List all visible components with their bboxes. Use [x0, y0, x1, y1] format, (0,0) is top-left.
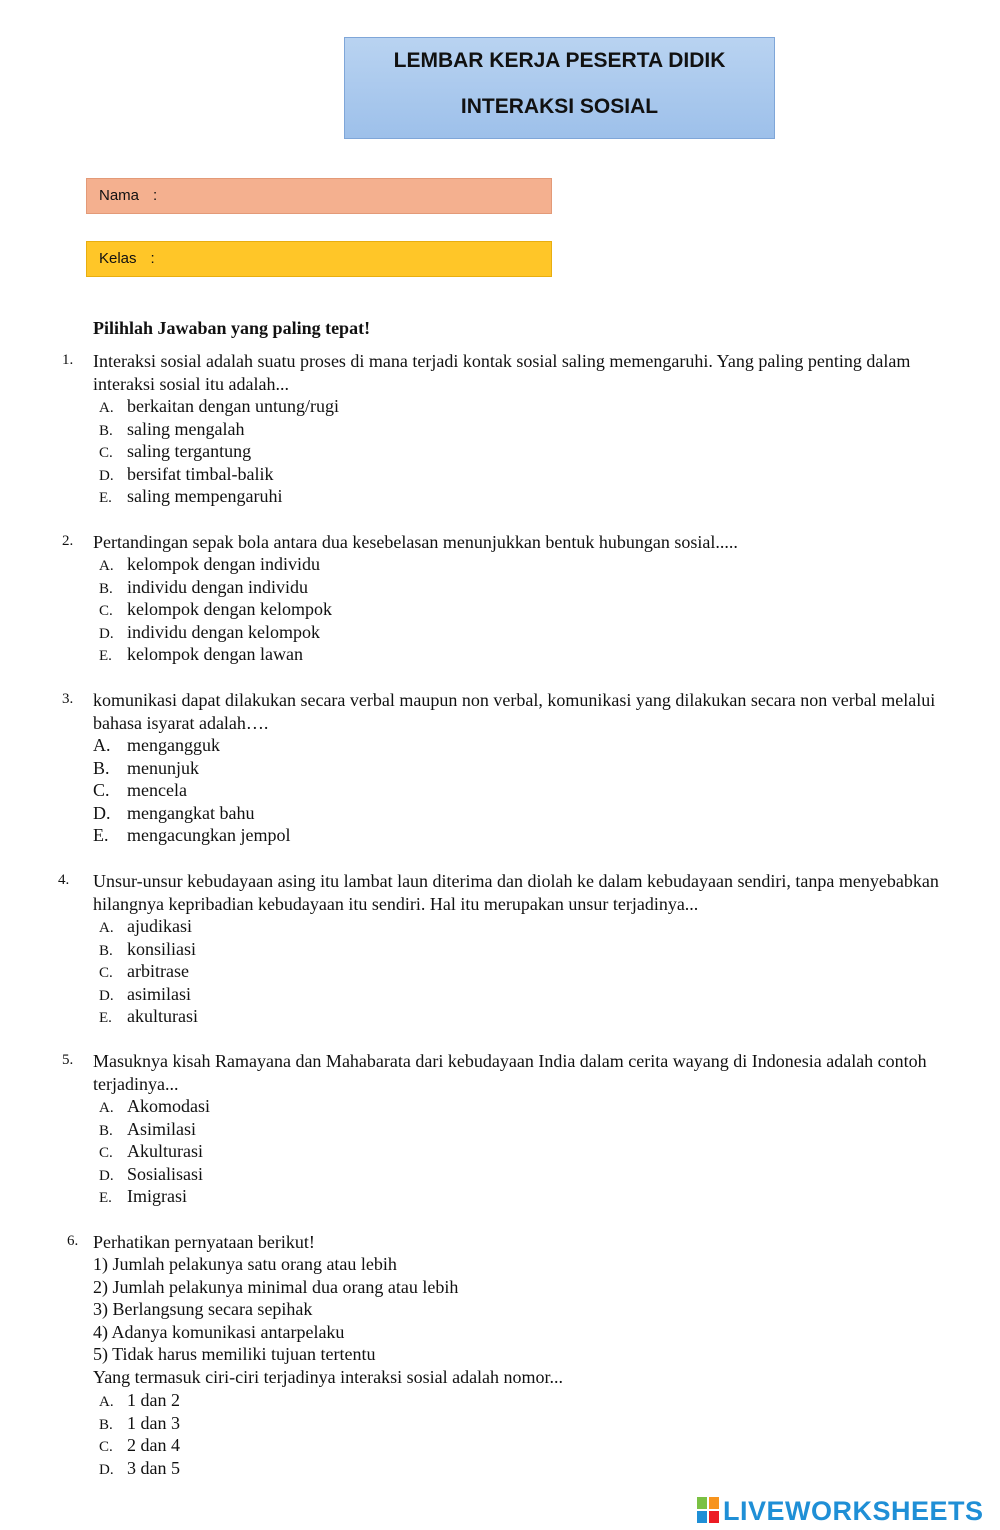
statement-list	[93, 1253, 563, 1389]
statement-prompt: Yang termasuk ciri-ciri terjadinya interaksi sosial adalah nomor...	[93, 1366, 564, 1387]
question-number: 4.	[58, 872, 70, 888]
option-b[interactable]: B. Asimilasi	[99, 1118, 197, 1139]
question-number: 5.	[62, 1052, 74, 1068]
option-d[interactable]: D. bersifat timbal-balik	[99, 463, 274, 484]
option-c[interactable]: C. arbitrase	[99, 961, 189, 982]
question-text: Perhatikan pernyataan berikut!	[93, 1232, 315, 1252]
option-b[interactable]: B. individu dengan individu	[99, 576, 308, 597]
nama-label: Nama	[99, 187, 140, 204]
option-a[interactable]: A. mengangguk	[93, 735, 220, 755]
option-a[interactable]: A. 1 dan 2	[99, 1390, 180, 1410]
option-d[interactable]: D. individu dengan kelompok	[99, 621, 320, 642]
option-list	[93, 395, 339, 508]
option-c[interactable]: C. Akulturasi	[99, 1141, 203, 1162]
option-list	[93, 915, 198, 1028]
question-text: Unsur-unsur kebudayaan asing itu lambat laun diterima dan diolah ke dalam kebudayaan sendiri, tanpa menyebabkan hilangnya kepribadian kebudayaan itu sendiri. Hal itu merupakan unsur terjadinya...	[93, 871, 939, 914]
nama-colon: :	[153, 187, 158, 204]
statement-item: 2) Jumlah pelakunya minimal dua orang atau lebih	[93, 1276, 459, 1297]
option-e[interactable]: E. saling mempengaruhi	[99, 486, 283, 507]
question-text: komunikasi dapat dilakukan secara verbal maupun non verbal, komunikasi yang dilakukan secara non verbal melalui bahasa isyarat adalah….	[93, 690, 936, 733]
liveworksheets-logo-icon	[697, 1497, 719, 1523]
question-number: 6.	[67, 1233, 79, 1249]
option-d[interactable]: D. 3 dan 5	[99, 1457, 180, 1478]
kelas-colon: :	[150, 250, 155, 267]
statement-item: 4) Adanya komunikasi antarpelaku	[93, 1321, 345, 1342]
option-list	[93, 1095, 210, 1208]
option-b[interactable]: B. 1 dan 3	[99, 1412, 180, 1433]
liveworksheets-logo-text: LIVEWORKSHEETS	[723, 1496, 984, 1526]
statement-item: 3) Berlangsung secara sepihak	[93, 1299, 313, 1320]
option-e[interactable]: E. mengacungkan jempol	[93, 825, 291, 846]
option-a[interactable]: A. ajudikasi	[99, 916, 192, 936]
option-list	[93, 1389, 180, 1479]
worksheet-title: LEMBAR KERJA PESERTA DIDIK	[393, 49, 726, 72]
option-c[interactable]: C. mencela	[93, 780, 187, 801]
option-a[interactable]: A. berkaitan dengan untung/rugi	[99, 396, 339, 416]
worksheet-title-box	[344, 37, 775, 139]
option-c[interactable]: C. kelompok dengan kelompok	[99, 599, 332, 620]
question-number: 1.	[62, 352, 74, 368]
option-a[interactable]: A. Akomodasi	[99, 1096, 210, 1116]
kelas-field[interactable]	[86, 241, 552, 277]
option-e[interactable]: E. akulturasi	[99, 1006, 198, 1027]
statement-item: 5) Tidak harus memiliki tujuan tertentu	[93, 1344, 376, 1365]
question-text: Interaksi sosial adalah suatu proses di mana terjadi kontak sosial saling memengaruhi. Yang paling penting dalam interaksi sosial itu adalah...	[93, 351, 911, 394]
question-text: Pertandingan sepak bola antara dua kesebelasan menunjukkan bentuk hubungan sosial.....	[93, 532, 738, 552]
nama-field[interactable]	[86, 178, 552, 214]
option-d[interactable]: D. Sosialisasi	[99, 1163, 204, 1184]
option-list	[93, 553, 332, 666]
option-e[interactable]: E. kelompok dengan lawan	[99, 644, 303, 665]
option-b[interactable]: B. menunjuk	[93, 757, 199, 778]
question-number: 3.	[62, 691, 74, 707]
question-number: 2.	[62, 533, 74, 549]
worksheet-subtitle: INTERAKSI SOSIAL	[460, 95, 659, 118]
option-d[interactable]: D. mengangkat bahu	[93, 802, 255, 823]
instruction: Pilihlah Jawaban yang paling tepat!	[93, 318, 371, 338]
kelas-label: Kelas	[99, 250, 137, 267]
option-b[interactable]: B. konsiliasi	[99, 938, 197, 959]
option-c[interactable]: C. 2 dan 4	[99, 1435, 180, 1456]
option-e[interactable]: E. Imigrasi	[99, 1186, 187, 1207]
option-b[interactable]: B. saling mengalah	[99, 418, 245, 439]
liveworksheets-logo	[697, 1496, 984, 1526]
option-a[interactable]: A. kelompok dengan individu	[99, 554, 320, 574]
option-c[interactable]: C. saling tergantung	[99, 441, 252, 462]
option-list	[93, 734, 290, 847]
statement-item: 1) Jumlah pelakunya satu orang atau lebih	[93, 1254, 397, 1274]
option-d[interactable]: D. asimilasi	[99, 983, 191, 1004]
question-text: Masuknya kisah Ramayana dan Mahabarata dari kebudayaan India dalam cerita wayang di Indonesia adalah contoh terjadinya...	[93, 1051, 927, 1094]
